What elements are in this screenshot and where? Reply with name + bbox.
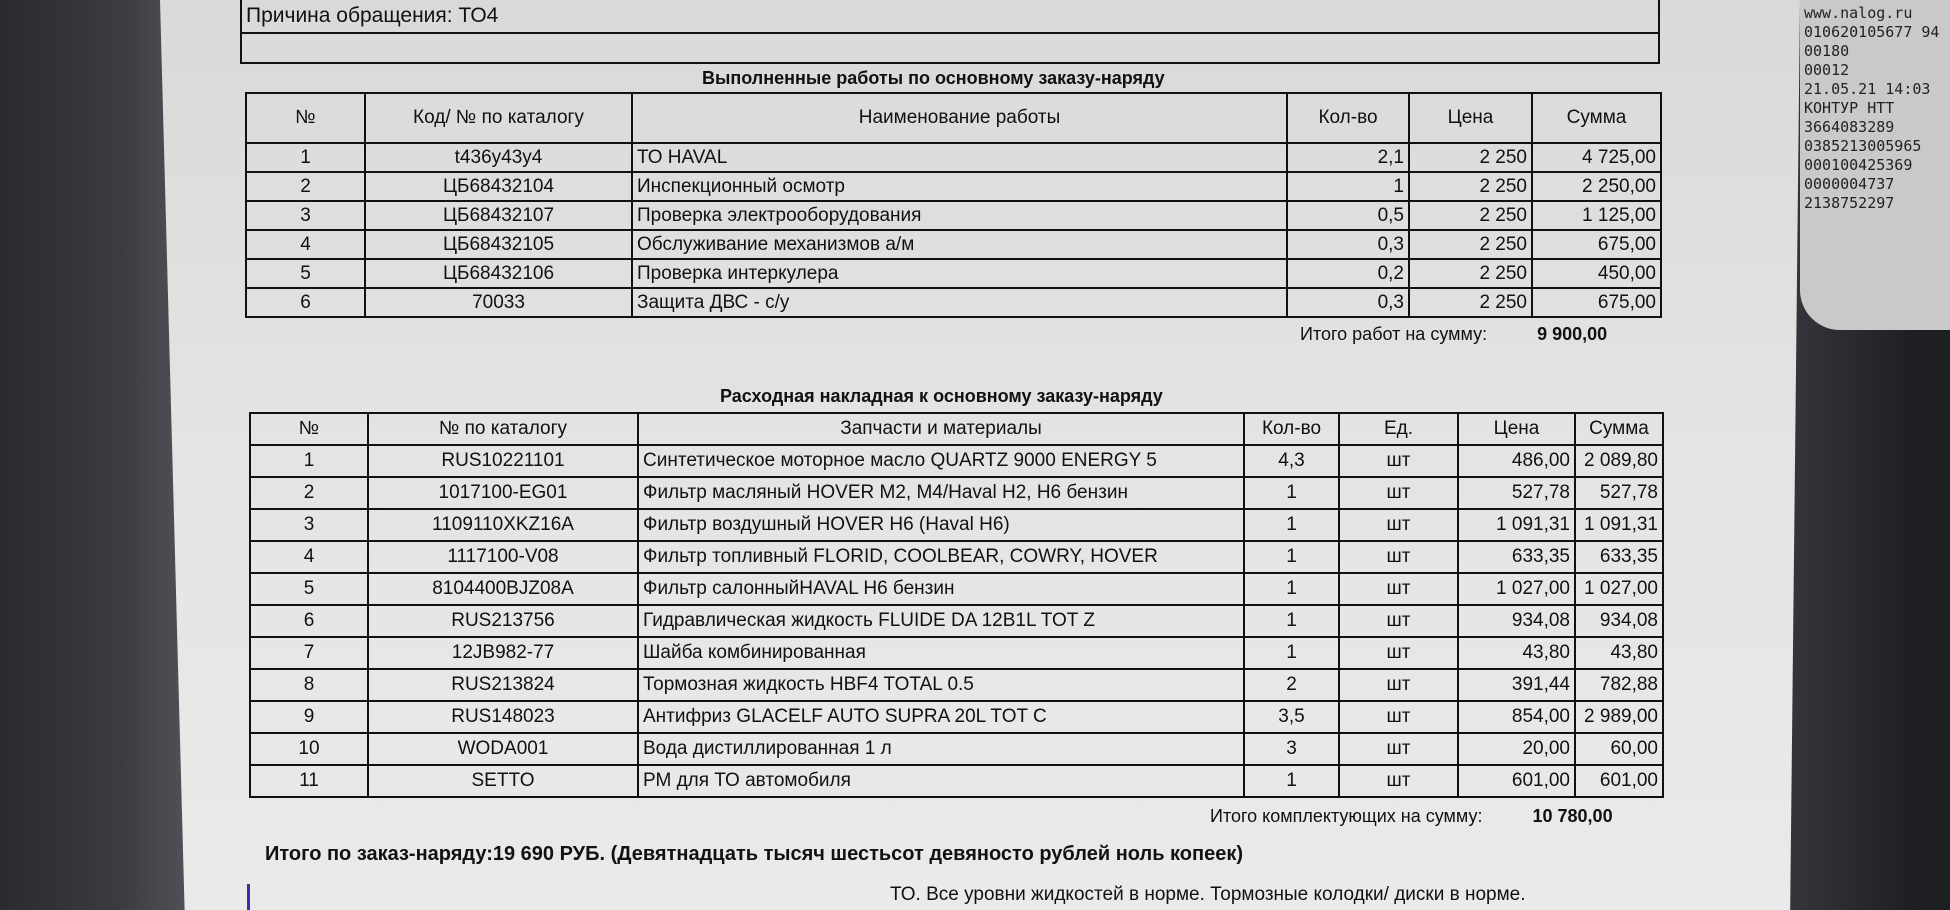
works-cell: Обслуживание механизмов а/м xyxy=(632,230,1287,259)
parts-cell: 2 xyxy=(1244,669,1339,701)
parts-cell: 3 xyxy=(1244,733,1339,765)
parts-cell: 1 xyxy=(1244,477,1339,509)
parts-cell: 4,3 xyxy=(1244,445,1339,477)
receipt-line: 010620105677 94 xyxy=(1804,23,1940,41)
parts-cell: 1 091,31 xyxy=(1458,509,1575,541)
receipt-line: 2138752297 xyxy=(1804,194,1895,212)
works-cell: 3 xyxy=(246,201,365,230)
works-cell: ЦБ68432104 xyxy=(365,172,632,201)
parts-total xyxy=(1210,806,1613,827)
parts-total-label: Итого комплектующих на сумму: xyxy=(1210,806,1483,826)
table-row xyxy=(246,288,1661,317)
parts-cell: шт xyxy=(1339,509,1458,541)
parts-cell: 633,35 xyxy=(1458,541,1575,573)
parts-cell: 1 xyxy=(1244,541,1339,573)
parts-cell: 1 xyxy=(1244,637,1339,669)
works-cell: 2 xyxy=(246,172,365,201)
works-cell: 2 250 xyxy=(1409,288,1532,317)
parts-cell: RUS148023 xyxy=(368,701,638,733)
parts-cell: 391,44 xyxy=(1458,669,1575,701)
parts-cell: WODA001 xyxy=(368,733,638,765)
parts-cell: 527,78 xyxy=(1458,477,1575,509)
works-cell: 2 250 xyxy=(1409,230,1532,259)
pen-mark xyxy=(247,884,250,910)
works-header-cell: Кол-во xyxy=(1287,93,1409,143)
parts-cell: 1 xyxy=(250,445,368,477)
receipt-line: 00180 xyxy=(1804,42,1850,60)
parts-cell: 43,80 xyxy=(1575,637,1663,669)
parts-header-cell: № xyxy=(250,413,368,445)
parts-cell: 633,35 xyxy=(1575,541,1663,573)
parts-cell: Антифриз GLACELF AUTO SUPRA 20L TOT C xyxy=(638,701,1244,733)
parts-header-cell: № по каталогу xyxy=(368,413,638,445)
table-row xyxy=(250,509,1663,541)
works-header-cell: Наименование работы xyxy=(632,93,1287,143)
works-cell: 5 xyxy=(246,259,365,288)
table-row xyxy=(250,605,1663,637)
parts-cell: 1 xyxy=(1244,573,1339,605)
parts-cell: 1 xyxy=(1244,605,1339,637)
parts-cell: 5 xyxy=(250,573,368,605)
parts-cell: 60,00 xyxy=(1575,733,1663,765)
parts-cell: 934,08 xyxy=(1458,605,1575,637)
parts-cell: RUS10221101 xyxy=(368,445,638,477)
parts-cell: SETTO xyxy=(368,765,638,797)
parts-cell: 6 xyxy=(250,605,368,637)
works-cell: ЦБ68432107 xyxy=(365,201,632,230)
works-cell: 4 xyxy=(246,230,365,259)
parts-cell: 4 xyxy=(250,541,368,573)
table-row xyxy=(250,477,1663,509)
parts-title: Расходная накладная к основному заказу-наряду xyxy=(720,386,1163,406)
works-cell: 2 250 xyxy=(1409,201,1532,230)
parts-cell: шт xyxy=(1339,605,1458,637)
parts-header-cell: Цена xyxy=(1458,413,1575,445)
parts-header-cell: Кол-во xyxy=(1244,413,1339,445)
works-header-cell: Сумма xyxy=(1532,93,1661,143)
parts-cell: Тормозная жидкость HBF4 TOTAL 0.5 xyxy=(638,669,1244,701)
parts-cell: Синтетическое моторное масло QUARTZ 9000 ENERGY 5 xyxy=(638,445,1244,477)
works-cell: 2 250 xyxy=(1409,172,1532,201)
parts-cell: шт xyxy=(1339,637,1458,669)
works-cell: 2 250 xyxy=(1409,259,1532,288)
table-row xyxy=(246,259,1661,288)
parts-cell: РМ для ТО автомобиля xyxy=(638,765,1244,797)
works-cell: 0,5 xyxy=(1287,201,1409,230)
table-row xyxy=(250,765,1663,797)
works-cell: t436y43y4 xyxy=(365,143,632,172)
parts-cell: 2 989,00 xyxy=(1575,701,1663,733)
receipt-line: КОНТУР НТТ xyxy=(1804,99,1895,117)
works-header-cell: Цена xyxy=(1409,93,1532,143)
receipt-line: 00012 xyxy=(1804,61,1850,79)
parts-cell: 854,00 xyxy=(1458,701,1575,733)
works-cell: 0,3 xyxy=(1287,288,1409,317)
parts-cell: RUS213756 xyxy=(368,605,638,637)
parts-cell: 8104400BJZ08A xyxy=(368,573,638,605)
parts-cell: 12JB982-77 xyxy=(368,637,638,669)
parts-cell: Гидравлическая жидкость FLUIDE DA 12B1L TOT Z xyxy=(638,605,1244,637)
receipt-line: 000100425369 xyxy=(1804,156,1913,174)
works-cell: ТО HAVAL xyxy=(632,143,1287,172)
parts-cell: Фильтр топливный FLORID, COOLBEAR, COWRY, HOVER xyxy=(638,541,1244,573)
receipt-line: 0385213005965 xyxy=(1804,137,1922,155)
parts-cell: шт xyxy=(1339,477,1458,509)
table-row xyxy=(246,201,1661,230)
works-cell: Защита ДВС - с/у xyxy=(632,288,1287,317)
parts-cell: 20,00 xyxy=(1458,733,1575,765)
parts-header-cell: Запчасти и материалы xyxy=(638,413,1244,445)
table-row xyxy=(250,733,1663,765)
parts-cell: 1109110XKZ16A xyxy=(368,509,638,541)
works-cell: 675,00 xyxy=(1532,288,1661,317)
table-row xyxy=(250,573,1663,605)
parts-total-value: 10 780,00 xyxy=(1532,806,1613,826)
works-header-cell: Код/ № по каталогу xyxy=(365,93,632,143)
parts-cell: 11 xyxy=(250,765,368,797)
parts-cell: Шайба комбинированная xyxy=(638,637,1244,669)
works-cell: 2 250,00 xyxy=(1532,172,1661,201)
reason-text: Причина обращения: ТО4 xyxy=(246,4,499,27)
table-row xyxy=(250,541,1663,573)
table-row xyxy=(250,445,1663,477)
parts-cell: Вода дистиллированная 1 л xyxy=(638,733,1244,765)
works-table xyxy=(245,92,1662,318)
parts-cell: 3 xyxy=(250,509,368,541)
works-cell: 1 125,00 xyxy=(1532,201,1661,230)
works-cell: Инспекционный осмотр xyxy=(632,172,1287,201)
works-cell: 6 xyxy=(246,288,365,317)
works-cell: 0,3 xyxy=(1287,230,1409,259)
parts-cell: 2 089,80 xyxy=(1575,445,1663,477)
parts-cell: шт xyxy=(1339,669,1458,701)
works-cell: Проверка интеркулера xyxy=(632,259,1287,288)
works-cell: 450,00 xyxy=(1532,259,1661,288)
works-cell: 0,2 xyxy=(1287,259,1409,288)
parts-cell: шт xyxy=(1339,541,1458,573)
parts-cell: 7 xyxy=(250,637,368,669)
works-total xyxy=(1300,324,1607,345)
receipt-line: 21.05.21 14:03 xyxy=(1804,80,1931,98)
parts-cell: RUS213824 xyxy=(368,669,638,701)
table-row xyxy=(250,701,1663,733)
table-row xyxy=(246,172,1661,201)
works-title: Выполненные работы по основному заказу-наряду xyxy=(702,68,1165,88)
parts-cell: шт xyxy=(1339,733,1458,765)
parts-cell: 601,00 xyxy=(1575,765,1663,797)
parts-cell: Фильтр салонныйHAVAL H6 бензин xyxy=(638,573,1244,605)
works-cell: 1 xyxy=(1287,172,1409,201)
works-cell: 675,00 xyxy=(1532,230,1661,259)
receipt-line: www.nalog.ru xyxy=(1804,4,1913,22)
parts-cell: 1 xyxy=(1244,765,1339,797)
parts-cell: 601,00 xyxy=(1458,765,1575,797)
parts-cell: 3,5 xyxy=(1244,701,1339,733)
parts-cell: 10 xyxy=(250,733,368,765)
table-row xyxy=(250,669,1663,701)
parts-cell: 1017100-EG01 xyxy=(368,477,638,509)
parts-cell: шт xyxy=(1339,701,1458,733)
parts-cell: шт xyxy=(1339,445,1458,477)
works-cell: 4 725,00 xyxy=(1532,143,1661,172)
parts-cell: 934,08 xyxy=(1575,605,1663,637)
works-cell: 2,1 xyxy=(1287,143,1409,172)
works-cell: 1 xyxy=(246,143,365,172)
works-cell: ЦБ68432105 xyxy=(365,230,632,259)
works-cell: 70033 xyxy=(365,288,632,317)
receipt-line: 3664083289 xyxy=(1804,118,1895,136)
parts-table xyxy=(249,412,1664,798)
parts-header-cell: Сумма xyxy=(1575,413,1663,445)
grand-total: Итого по заказ-наряду:19 690 РУБ. (Девятнадцать тысяч шестьсот девяносто рублей ноль копеек) xyxy=(265,843,1244,865)
parts-cell: 9 xyxy=(250,701,368,733)
parts-cell: 1 027,00 xyxy=(1575,573,1663,605)
table-row xyxy=(250,637,1663,669)
cash-receipt xyxy=(1800,0,1950,330)
parts-cell: 486,00 xyxy=(1458,445,1575,477)
parts-cell: 1 027,00 xyxy=(1458,573,1575,605)
parts-cell: 782,88 xyxy=(1575,669,1663,701)
table-row xyxy=(246,230,1661,259)
works-cell: ЦБ68432106 xyxy=(365,259,632,288)
works-total-label: Итого работ на сумму: xyxy=(1300,324,1488,344)
parts-cell: 527,78 xyxy=(1575,477,1663,509)
inspection-note: ТО. Все уровни жидкостей в норме. Тормозные колодки/ диски в норме. xyxy=(890,884,1526,905)
parts-header-cell: Ед. xyxy=(1339,413,1458,445)
parts-cell: 1117100-V08 xyxy=(368,541,638,573)
parts-cell: шт xyxy=(1339,765,1458,797)
parts-cell: шт xyxy=(1339,573,1458,605)
works-cell: Проверка электрооборудования xyxy=(632,201,1287,230)
parts-cell: 8 xyxy=(250,669,368,701)
works-header-cell: № xyxy=(246,93,365,143)
receipt-line: 0000004737 xyxy=(1804,175,1895,193)
parts-cell: 1 091,31 xyxy=(1575,509,1663,541)
parts-cell: Фильтр масляный HOVER M2, M4/Haval H2, H6 бензин xyxy=(638,477,1244,509)
works-cell: 2 250 xyxy=(1409,143,1532,172)
parts-cell: 1 xyxy=(1244,509,1339,541)
divider xyxy=(242,32,1658,34)
parts-cell: 2 xyxy=(250,477,368,509)
works-total-value: 9 900,00 xyxy=(1537,324,1608,344)
parts-cell: Фильтр воздушный HOVER H6 (Haval H6) xyxy=(638,509,1244,541)
reason-box xyxy=(240,0,1660,64)
table-row xyxy=(246,143,1661,172)
parts-cell: 43,80 xyxy=(1458,637,1575,669)
